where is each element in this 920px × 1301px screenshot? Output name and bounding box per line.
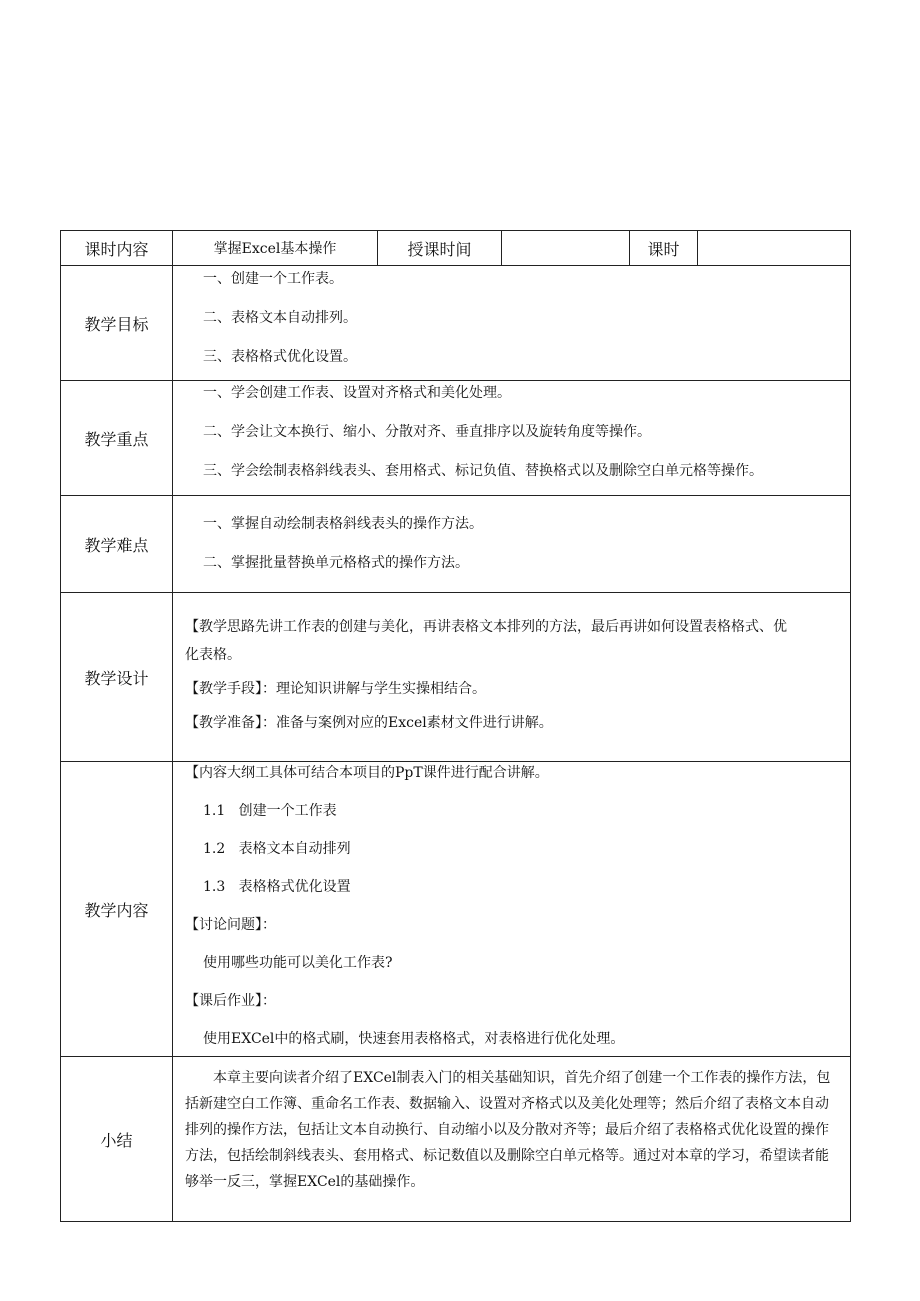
section-title: 表格文本自动排列 <box>238 841 351 857</box>
lesson-content-value: 掌握Excel基本操作 <box>173 231 378 266</box>
label-teaching-time: 授课时间 <box>378 231 502 266</box>
label-lesson-content: 课时内容 <box>61 231 173 266</box>
difficulties-content <box>173 496 851 593</box>
design-content <box>173 593 851 762</box>
content-section <box>173 839 850 859</box>
design-means: 【教学手段】：理论知识讲解与学生实操相结合。 <box>185 681 486 697</box>
header-row <box>61 231 851 266</box>
section-number: 1.3 <box>203 879 226 895</box>
summary-text: 本章主要向读者介绍了EXCel制表入门的相关基础知识，首先介绍了创建一个工作表的操作方法，包括新建空白工作簿、重命名工作表、数据输入、设置对齐格式以及美化处理等；然后介绍了表格文本自动排列的操作方法，包括让文本自动换行、自动缩小以及分散对齐等；最后介绍了表格格式优化设置的操作方法，包括绘制斜线表头、套用格式、标记数值以及删除空白单元格等。通过对本章的学习，希望读者能够举一反三，掌握EXCel的基础操作。 <box>185 1070 831 1190</box>
goals-content <box>173 266 851 381</box>
homework-label: 【课后作业】： <box>185 993 276 1009</box>
content-row <box>61 762 851 1057</box>
section-number: 1.2 <box>203 841 226 857</box>
teaching-time-value <box>502 231 630 266</box>
difficulties-row <box>61 496 851 593</box>
section-title: 创建一个工作表 <box>238 803 337 819</box>
discussion-label: 【讨论问题】： <box>185 917 276 933</box>
summary-content <box>173 1057 851 1222</box>
goal-item: 二、表格文本自动排列。 <box>203 310 357 326</box>
homework-text: 使用EXCel中的格式刷，快速套用表格格式，对表格进行优化处理。 <box>203 1031 625 1047</box>
content-outline: 【内容大纲工具体可结合本项目的PpT课件进行配合讲解。 <box>185 765 549 781</box>
keypoints-content <box>173 381 851 496</box>
keypoints-row <box>61 381 851 496</box>
keypoint-item: 三、学会绘制表格斜线表头、套用格式、标记负值、替换格式以及删除空白单元格等操作。 <box>203 463 763 479</box>
keypoint-item: 二、学会让文本换行、缩小、分散对齐、垂直排序以及旋转角度等操作。 <box>203 424 651 440</box>
lesson-plan-sheet <box>60 230 850 1222</box>
lesson-plan-table <box>60 230 851 1222</box>
difficulty-item: 二、掌握批量替换单元格格式的操作方法。 <box>203 555 469 571</box>
summary-label: 小结 <box>61 1057 173 1222</box>
summary-row <box>61 1057 851 1222</box>
section-number: 1.1 <box>203 803 226 819</box>
design-row <box>61 593 851 762</box>
design-idea-line: 化表格。 <box>185 647 241 663</box>
design-idea-line: 【教学思路先讲工作表的创建与美化，再讲表格文本排列的方法，最后再讲如何设置表格格式、优 <box>185 619 787 635</box>
label-class-hours: 课时 <box>630 231 698 266</box>
content-section <box>173 877 850 897</box>
difficulties-label: 教学难点 <box>61 496 173 593</box>
section-title: 表格格式优化设置 <box>238 879 351 895</box>
difficulty-item: 一、掌握自动绘制表格斜线表头的操作方法。 <box>203 516 483 532</box>
keypoints-label: 教学重点 <box>61 381 173 496</box>
content-label: 教学内容 <box>61 762 173 1057</box>
design-label: 教学设计 <box>61 593 173 762</box>
goal-item: 一、创建一个工作表。 <box>203 271 343 287</box>
keypoint-item: 一、学会创建工作表、设置对齐格式和美化处理。 <box>203 385 511 401</box>
goal-item: 三、表格格式优化设置。 <box>203 349 357 365</box>
discussion-question: 使用哪些功能可以美化工作表? <box>203 955 393 971</box>
content-section <box>173 801 850 821</box>
goals-label: 教学目标 <box>61 266 173 381</box>
content-body <box>173 762 851 1057</box>
class-hours-value <box>698 231 851 266</box>
design-prep: 【教学准备】：准备与案例对应的Excel素材文件进行讲解。 <box>185 715 553 731</box>
goals-row <box>61 266 851 381</box>
